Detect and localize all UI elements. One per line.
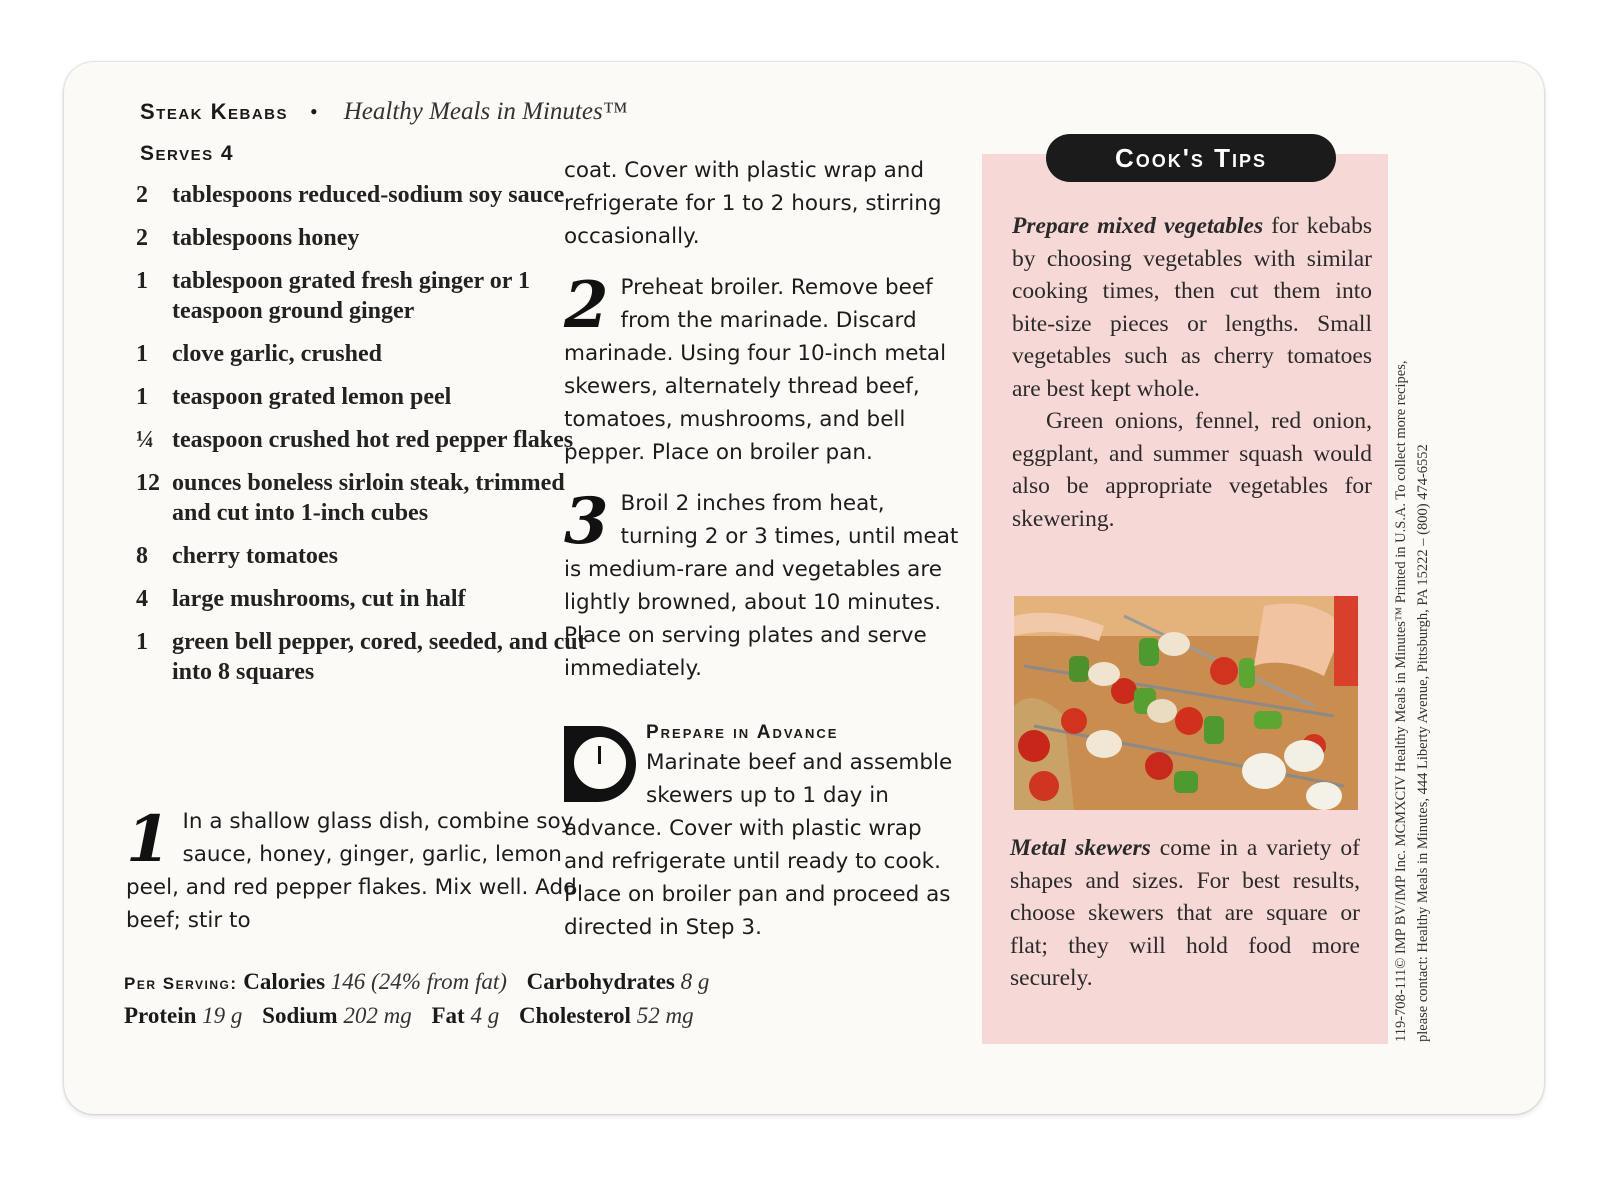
tip-body: come in a variety of shapes and sizes. For best results, choose skewers that are square or flat; they will hold food more securely. [1010,835,1360,991]
ingredient-item [136,382,606,412]
nutrient-name: Sodium [262,1003,338,1028]
header-bullet: • [310,99,318,124]
step-3-text: Broil 2 inches from heat, turning 2 or 3 times, until meat is medium-rare and vegetables are lightly browned, about 10 minutes. Place on serving plates and serve immediately. [564,491,959,681]
ingredient-item [136,223,606,253]
ingredient-qty: 2 [136,225,148,251]
ingredient-item [136,627,606,687]
recipe-title: Steak Kebabs [140,99,289,124]
nutrient-name: Fat [431,1003,465,1028]
recipe-card [64,62,1544,1114]
nutrient-value: 52 mg [636,1003,694,1028]
ingredient-text: teaspoon grated lemon peel [172,384,452,410]
ingredient-text: clove garlic, crushed [172,341,382,367]
tips-text-top [1012,210,1372,535]
ingredient-qty: 1 [136,629,148,655]
ingredient-item [136,584,606,614]
ingredient-qty: 4 [136,586,148,612]
card-header [140,98,900,126]
ingredient-qty: ¼ [136,427,154,453]
kebab-photo [1014,596,1358,810]
tip-body: for kebabs by choosing vegetables with similar cooking times, then cut them into bite-size pieces or lengths. Small vegetables such as cherry tomatoes are best kept whole. [1012,213,1372,402]
ingredient-text: green bell pepper, cored, seeded, and cut into 8 squares [172,629,586,685]
nutrient-value: 19 g [202,1003,243,1028]
ingredient-item [136,425,606,455]
legal-line-2: please contact: Healthy Meals in Minutes, 444 Liberty Avenue, Pittsburgh, PA 15222 – (800) 474-6552 [1415,444,1431,1042]
step-3-number: 3 [564,484,609,559]
tip-paragraph: Green onions, fennel, red onion, eggplant, and summer squash would also be appropriate vegetables for skewering. [1012,408,1372,532]
advance-text: Marinate beef and assemble skewers up to 1 day in advance. Cover with plastic wrap and refrigerate until ready to cook. Place on broiler pan and proceed as directed in Step 3. [564,750,953,940]
legal-text [1390,182,1434,1042]
ingredient-list [136,180,606,700]
ingredient-text: tablespoons reduced-sodium soy sauce [172,182,565,208]
nutrient-value: 4 g [470,1003,500,1028]
advance-title: Prepare in Advance [646,722,839,743]
nutrient-name: Cholesterol [518,1003,631,1028]
ingredient-qty: 12 [136,470,160,496]
nutrient-name: Protein [124,1003,197,1028]
step-1-continued: coat. Cover with plastic wrap and refrigerate for 1 to 2 hours, stirring occasionally. [564,158,942,249]
ingredient-text: large mushrooms, cut in half [172,586,466,612]
cooks-tips-panel [982,154,1388,1044]
ingredient-qty: 1 [136,384,148,410]
tip-paragraph [1012,210,1372,405]
nutrient-name: Calories [243,969,326,994]
nutrient-value: 146 (24% from fat) [330,969,507,994]
clock-icon [564,726,636,802]
nutrient-value: 8 g [680,969,710,994]
ingredient-item [136,180,606,210]
nutrient-name: Carbohydrates [526,969,675,994]
ingredient-text: tablespoons honey [172,225,360,251]
ingredient-qty: 8 [136,543,148,569]
step-1-text: In a shallow glass dish, combine soy sauce, honey, ginger, garlic, lemon peel, and red pepper flakes. Mix well. Add beef; stir to [126,809,577,933]
ingredient-item [136,339,606,369]
nutrient-value: 202 mg [343,1003,412,1028]
ingredient-qty: 2 [136,182,148,208]
ingredient-item [136,468,606,528]
step-3 [564,484,964,685]
serves-label: Serves 4 [140,142,235,165]
tip-lead: Prepare mixed vegetables [1012,213,1264,239]
steps-column [564,154,964,703]
ingredient-qty: 1 [136,268,148,294]
step-1 [126,802,586,937]
nutrition-info [124,966,924,1032]
cooks-tips-badge: Cook's Tips [1046,134,1336,182]
step-2-text: Preheat broiler. Remove beef from the marinade. Discard marinade. Using four 10-inch metal skewers, alternately thread beef, tomatoes, mushrooms, and bell pepper. Place on broiler pan. [564,275,947,465]
ingredient-text: cherry tomatoes [172,543,338,569]
prepare-in-advance [564,720,964,944]
step-2-number: 2 [564,268,609,343]
ingredient-text: tablespoon grated fresh ginger or 1 teaspoon ground ginger [172,268,530,324]
per-serving-label: Per Serving: [124,974,238,993]
ingredient-text: teaspoon crushed hot red pepper flakes [172,427,574,453]
ingredient-text: ounces boneless sirloin steak, trimmed and cut into 1-inch cubes [172,470,565,526]
step-2 [564,268,964,469]
step-1-number: 1 [126,802,171,877]
tips-text-bottom [1010,832,1360,995]
tip-lead: Metal skewers [1010,835,1151,861]
ingredient-qty: 1 [136,341,148,367]
ingredient-item [136,541,606,571]
legal-line-1: 119-708-111© IMP BV/IMP Inc. MCMXCIV Healthy Meals in Minutes™ Printed in U.S.A. To collect more recipes, [1393,360,1409,1042]
ingredient-item [136,266,606,326]
series-name: Healthy Meals in Minutes™ [343,98,628,125]
